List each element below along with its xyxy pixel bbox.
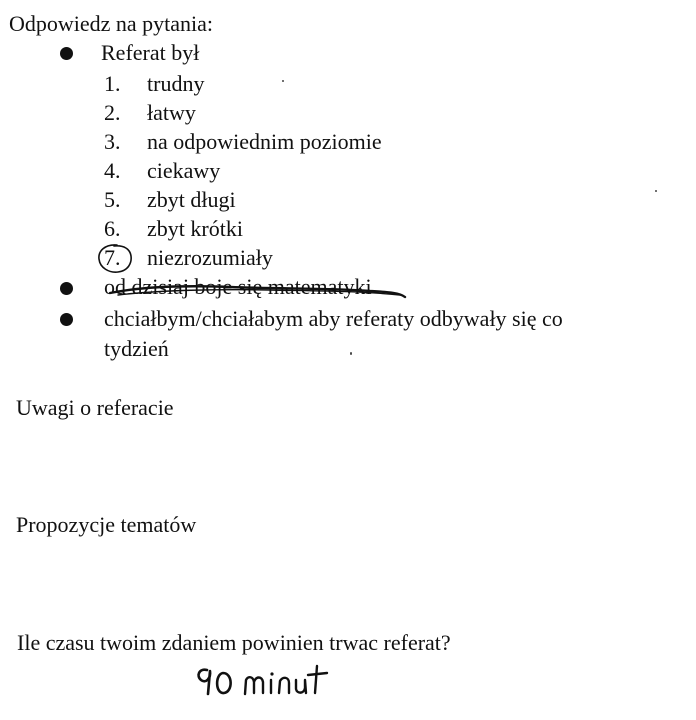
form-heading: Odpowiedz na pytania: <box>9 11 214 36</box>
option-label: zbyt długi <box>147 187 236 212</box>
scan-speck <box>655 190 657 192</box>
scan-speck <box>282 80 284 82</box>
option-label: łatwy <box>147 100 196 125</box>
bullet-icon <box>60 313 73 326</box>
option-number: 1. <box>104 71 121 96</box>
remarks-label: Uwagi o referacie <box>16 395 174 420</box>
option-number: 4. <box>104 158 121 183</box>
option-label: ciekawy <box>147 158 221 183</box>
scan-speck <box>350 352 352 355</box>
topics-label: Propozycje tematów <box>16 512 197 537</box>
handwritten-underline-mark <box>100 276 412 300</box>
handwritten-answer <box>193 660 353 704</box>
time-question: Ile czasu twoim zdaniem powinien trwac referat? <box>17 630 451 655</box>
statement-fear-math: od dzisiaj boje się matematyki <box>104 274 372 299</box>
question-referat-label: Referat był <box>101 40 200 65</box>
option-label: zbyt krótki <box>147 216 243 241</box>
option-number: 5. <box>104 187 121 212</box>
statement-weekly-line1: chciałbym/chciałabym aby referaty odbywały się co <box>104 306 563 331</box>
option-label-selected: niezrozumiały <box>147 245 273 270</box>
bullet-icon <box>60 47 73 60</box>
option-number: 6. <box>104 216 121 241</box>
option-label: trudny <box>147 71 205 96</box>
option-number-selected: 7. <box>104 245 121 270</box>
bullet-icon <box>60 282 73 295</box>
statement-weekly-line2: tydzień <box>104 336 169 361</box>
selection-circle-mark <box>97 243 133 274</box>
option-number: 2. <box>104 100 121 125</box>
option-label: na odpowiednim poziomie <box>147 129 382 154</box>
option-number: 3. <box>104 129 121 154</box>
